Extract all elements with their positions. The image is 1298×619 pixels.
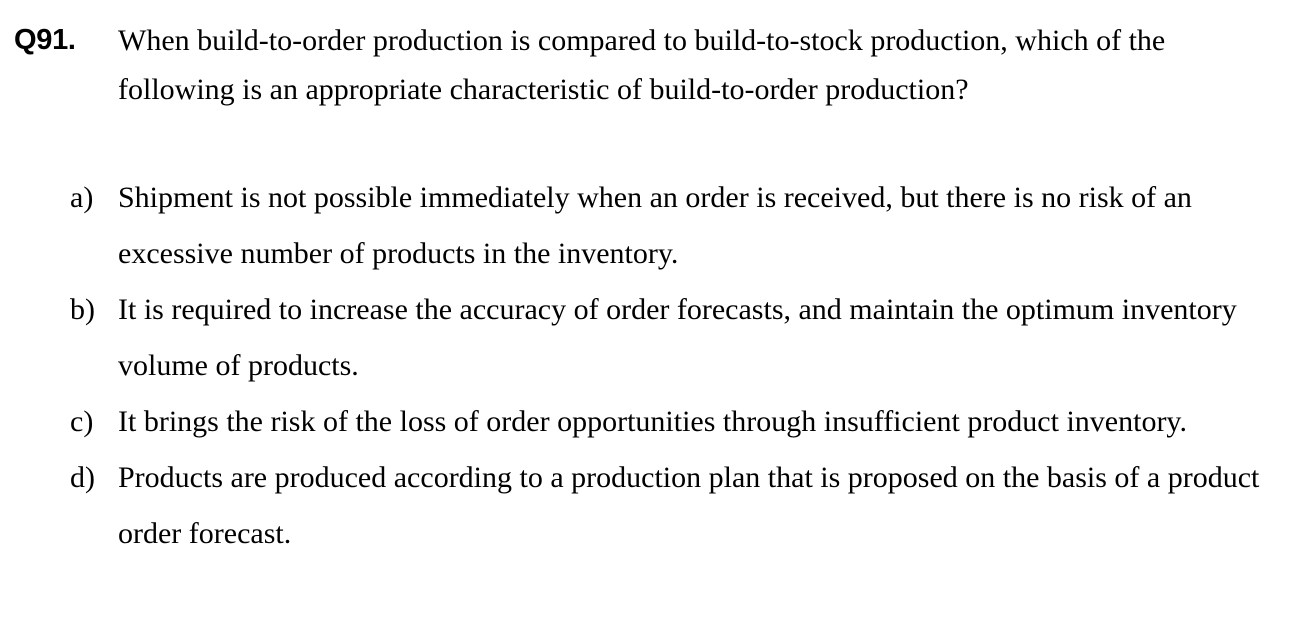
- choice-a-label: a): [70, 181, 94, 214]
- choice-d-label: d): [70, 461, 95, 494]
- choice-c-label: c): [70, 405, 94, 438]
- choice-c-text: It brings the risk of the loss of order opportunities through insufficient product inventory.: [118, 405, 1187, 438]
- question-text: When build-to-order production is compared to build-to-stock production, which of the following is an appropriate characteristic of build-to-order production?: [118, 24, 1166, 106]
- choice-c[interactable]: [70, 394, 1280, 450]
- choice-a[interactable]: [70, 170, 1280, 282]
- answer-choices: [14, 170, 1280, 562]
- question-block: [14, 16, 1280, 114]
- choice-d-text: Products are produced according to a production plan that is proposed on the basis of a product order forecast.: [118, 461, 1260, 550]
- choice-d[interactable]: [70, 450, 1280, 562]
- choice-a-text: Shipment is not possible immediately when an order is received, but there is no risk of an excessive number of products in the inventory.: [118, 181, 1192, 270]
- choice-b-text: It is required to increase the accuracy of order forecasts, and maintain the optimum inventory volume of products.: [118, 293, 1237, 382]
- choice-b-label: b): [70, 293, 95, 326]
- question-number: Q91.: [14, 24, 76, 56]
- choice-b[interactable]: [70, 282, 1280, 394]
